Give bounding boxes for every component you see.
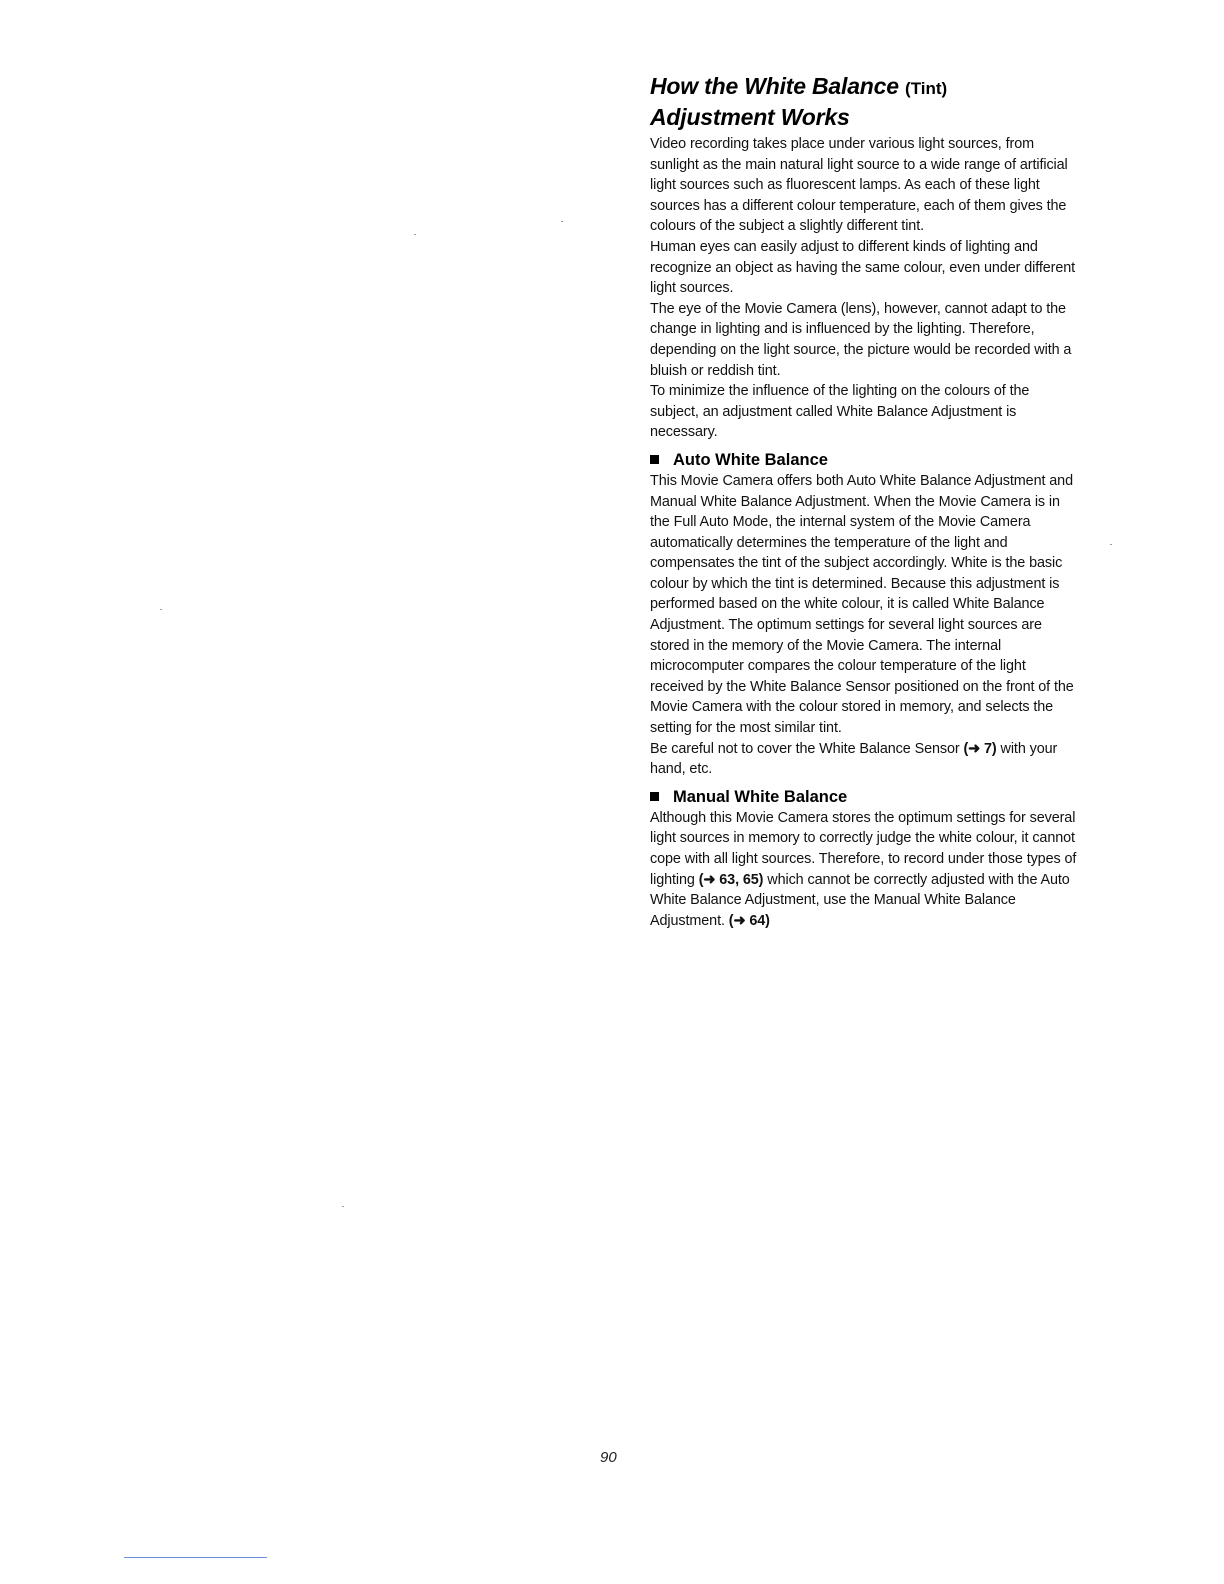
scan-speck <box>561 221 563 222</box>
manual-text-start: Although this Movie Camera stores the optimum settings for several light sources in memory to correctly judge the white colour, it cannot cope with all light sources. Therefore, to record under those types of lighting <box>650 809 1077 888</box>
intro-paragraph-1: Video recording takes place under various light sources, from sunlight as the main natural light source to a wide range of artificial light sources such as fluorescent lamps. As each of these light sources has a different colour temperature, each of them gives the colours of the subject a slightly different tint. <box>650 136 1068 235</box>
scan-edge-line <box>124 1557 267 1558</box>
intro-paragraph-2: Human eyes can easily adjust to different kinds of lighting and recognize an object as having the same colour, even under different light sources. <box>650 238 1076 297</box>
page-number: 90 <box>600 1449 617 1466</box>
page-title <box>650 72 1080 132</box>
page-reference-link[interactable]: (➜ 64) <box>728 912 770 929</box>
intro-paragraph-4: To minimize the influence of the lighting on the colours of the subject, an adjustment called White Balance Adjustment is necessary. <box>650 383 1030 441</box>
square-bullet-icon <box>650 792 659 801</box>
title-part2: Adjustment Works <box>650 104 850 130</box>
manual-white-balance-heading-text: Manual White Balance <box>673 787 848 806</box>
auto-note-text-end: with your hand, etc. <box>650 740 1058 778</box>
scan-speck <box>1110 544 1112 545</box>
manual-text-middle: which cannot be correctly adjusted with the Auto White Balance Adjustment, use the Manual White Balance Adjustment. <box>650 871 1070 929</box>
auto-white-balance-heading <box>650 449 1080 471</box>
title-part1: How the White Balance <box>650 73 899 99</box>
manual-white-balance-heading <box>650 786 1080 808</box>
auto-white-balance-paragraph-2 <box>650 739 1080 780</box>
auto-white-balance-heading-text: Auto White Balance <box>673 450 828 469</box>
auto-note-text: Be careful not to cover the White Balance Sensor <box>650 740 960 757</box>
square-bullet-icon <box>650 455 659 464</box>
main-column <box>650 72 1080 931</box>
manual-white-balance-paragraph <box>650 808 1080 932</box>
title-tint: (Tint) <box>905 79 948 98</box>
page-reference-link[interactable]: (➜ 63, 65) <box>698 871 764 888</box>
intro-section <box>650 134 1080 443</box>
scan-speck <box>342 1206 344 1207</box>
scan-speck <box>160 609 162 610</box>
scan-speck <box>414 234 416 235</box>
intro-paragraph-3: The eye of the Movie Camera (lens), however, cannot adapt to the change in lighting and is influenced by the lighting. Therefore, depending on the light source, the picture would be recorded with a bluish or reddish tint. <box>650 300 1072 379</box>
auto-white-balance-paragraph-1: This Movie Camera offers both Auto White Balance Adjustment and Manual White Balance Adjustment. When the Movie Camera is in the Full Auto Mode, the internal system of the Movie Camera automatically determines the temperature of the light and compensates the tint of the subject accordingly. White is the basic colour by which the tint is determined. Because this adjustment is performed based on the white colour, it is called White Balance Adjustment. The optimum settings for several light sources are stored in the memory of the Movie Camera. The internal microcomputer compares the colour temperature of the light received by the White Balance Sensor positioned on the front of the Movie Camera with the colour stored in memory, and selects the setting for the most similar tint. <box>650 472 1074 737</box>
page-reference-link[interactable]: (➜ 7) <box>963 740 997 757</box>
